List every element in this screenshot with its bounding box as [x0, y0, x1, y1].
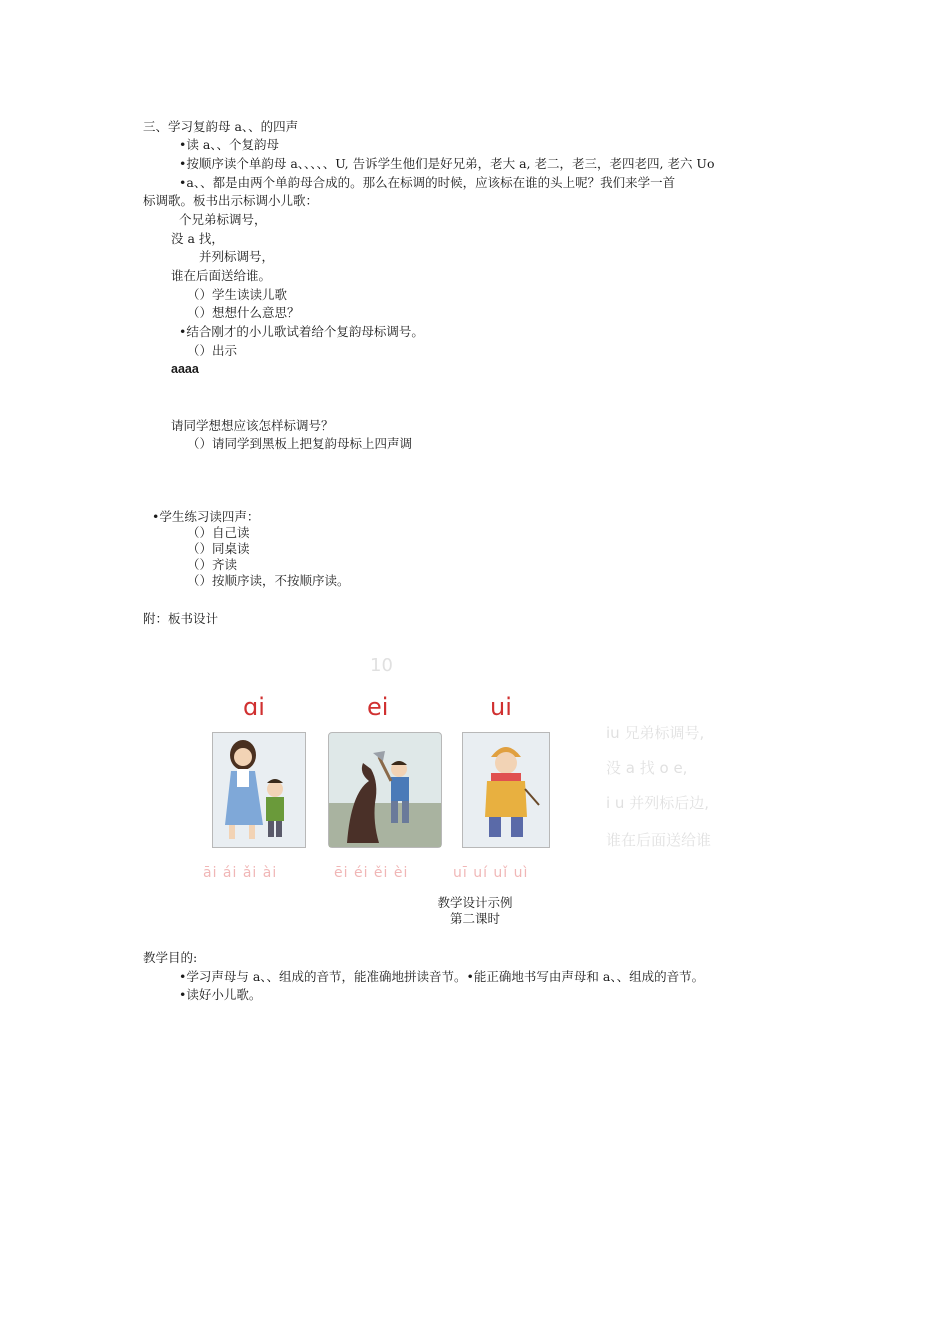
- practice-item: （）自己读: [187, 525, 250, 540]
- practice-item: （）按顺序读，不按顺序读。: [187, 573, 350, 588]
- board-side-line: i u 并列标后边,: [606, 794, 709, 812]
- illustration-winter-child: [462, 732, 550, 848]
- caption-title: 教学设计示例: [437, 895, 513, 910]
- syllables-ui: uī uí uǐ uì: [453, 865, 529, 881]
- list-item: 标调歌。板书出示标调小儿歌：: [143, 193, 319, 208]
- step-item: （）出示: [187, 343, 238, 358]
- list-item: •按顺序读个单韵母 a、、、、、U, 告诉学生他们是好兄弟，老大 a, 老二，老三，老四老四, 老六 Uo: [179, 156, 715, 171]
- illustration-mother-child: [212, 732, 306, 848]
- mother-child-picture: [213, 733, 305, 847]
- chopping-picture: [329, 733, 441, 847]
- winter-child-picture: [463, 733, 549, 847]
- board-side-line: 没 a 找 o e,: [606, 759, 688, 777]
- objectives-title: 教学目的:: [143, 950, 198, 965]
- board-side-line: 谁在后面送给谁: [606, 831, 712, 849]
- syllables-ei: ēi éi ěi èi: [334, 865, 409, 881]
- pinyin-ai: ɑi: [243, 693, 265, 721]
- list-item: •读 a、、个复韵母: [179, 137, 280, 152]
- song-line: 没 a 找，: [171, 231, 224, 246]
- list-item: •a、、都是由两个单韵母合成的。那么在标调的时候，应该标在谁的头上呢？我们来学一首: [179, 175, 676, 190]
- board-side-line: iu 兄弟标调号,: [606, 724, 705, 742]
- step-item: （）学生读读儿歌: [187, 287, 288, 302]
- song-line: 谁在后面送给谁。: [171, 268, 272, 283]
- step-item: •结合刚才的小儿歌试着给个复韵母标调号。: [179, 324, 424, 339]
- syllables-ai: āi ái ǎi ài: [203, 865, 278, 881]
- practice-item: （）同桌读: [187, 541, 250, 556]
- practice-title: •学生练习读四声：: [152, 509, 260, 524]
- objective-item: •读好小儿歌。: [179, 987, 262, 1002]
- objective-item: •学习声母与 a、、组成的音节，能准确地拼读音节。•能正确地书写由声母和 a、、组成的音节。: [179, 969, 705, 984]
- section-heading: 三、学习复韵母 a、、的四声: [143, 119, 299, 134]
- appendix-title: 附：板书设计: [143, 611, 219, 626]
- pinyin-ei: ei: [367, 693, 389, 721]
- aaaa-text: aaaa: [171, 362, 199, 376]
- song-line: 个兄弟标调号，: [179, 212, 267, 227]
- song-line: 并列标调号，: [199, 249, 275, 264]
- question-text: 请同学想想应该怎样标调号？: [171, 418, 334, 433]
- pinyin-ui: ui: [490, 693, 512, 721]
- step-item: （）请同学到黑板上把复韵母标上四声调: [187, 436, 413, 451]
- board-top-mark: 10: [370, 655, 393, 676]
- practice-item: （）齐读: [187, 557, 238, 572]
- caption-subtitle: 第二课时: [449, 911, 500, 926]
- step-item: （）想想什么意思？: [187, 305, 300, 320]
- illustration-chopping: [328, 732, 442, 848]
